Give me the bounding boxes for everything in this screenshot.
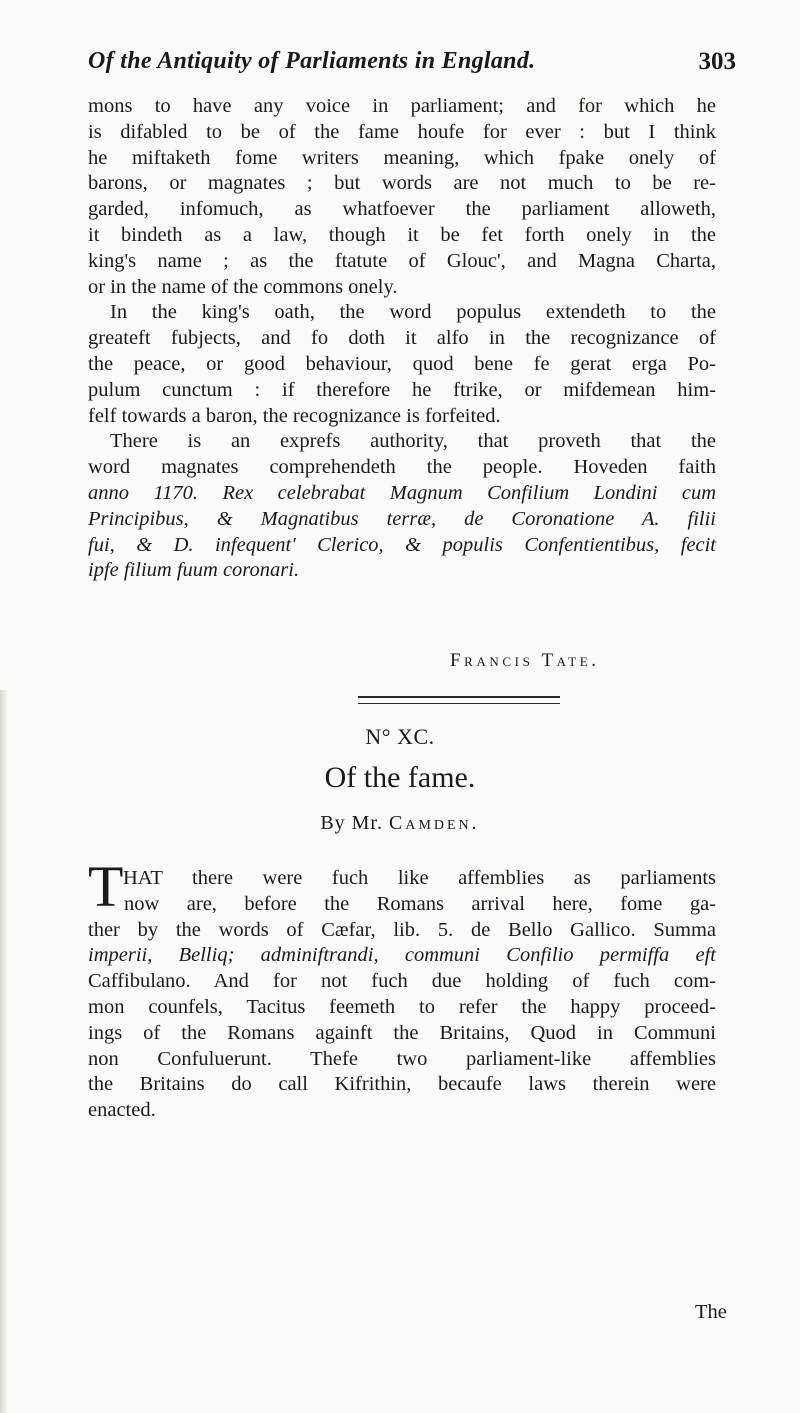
text-line: king's name ; as the ftatute of Glouc', and Magna Charta, bbox=[88, 249, 716, 272]
text-line: In the king's oath, the word populus extendeth to the bbox=[110, 301, 716, 324]
running-title: Of the Antiquity of Parliaments in England. bbox=[88, 48, 536, 74]
text-line: ipfe filium fuum coronari. bbox=[88, 559, 300, 582]
text-line: mon counfels, Tacitus feemeth to refer the happy proceed- bbox=[88, 995, 716, 1018]
text-line: felf towards a baron, the recognizance is forfeited. bbox=[88, 404, 501, 427]
section-divider bbox=[358, 696, 560, 704]
page-gutter-shadow bbox=[0, 690, 8, 1413]
text-line: greateft fubjects, and fo doth it alfo in the recognizance of bbox=[88, 327, 716, 350]
text-line: garded, infomuch, as whatfoever the parliament alloweth, bbox=[88, 198, 716, 221]
text-line: or in the name of the commons onely. bbox=[88, 275, 398, 298]
article-text bbox=[88, 866, 716, 1124]
text-line: Principibus, & Magnatibus terræ, de Coronatione A. filii bbox=[88, 507, 716, 530]
article-title: Of the fame. bbox=[324, 761, 476, 794]
drop-cap: T bbox=[88, 854, 124, 919]
article-number: N° XC. bbox=[365, 724, 435, 749]
byline-prefix: By Mr. bbox=[320, 812, 383, 834]
running-head bbox=[88, 48, 736, 88]
text-line: now are, before the Romans arrival here, fome ga- bbox=[124, 892, 716, 915]
text-line: ings of the Romans againft the Britains, Quod in Communi bbox=[88, 1021, 716, 1044]
text-line: is difabled to be of the fame houfe for ever : but I think bbox=[88, 120, 716, 143]
text-line: word magnates comprehendeth the people. Hoveden faith bbox=[88, 456, 716, 479]
catchword: The bbox=[695, 1301, 727, 1323]
text-line: anno 1170. Rex celebrabat Magnum Confilium Londini cum bbox=[88, 481, 716, 504]
text-line: fui, & D. infequent' Clerico, & populis Confentientibus, fecit bbox=[88, 533, 716, 556]
text-line: There is an exprefs authority, that proveth that the bbox=[110, 430, 716, 453]
author-signature: Francis Tate. bbox=[450, 650, 600, 671]
text-line: HAT there were fuch like affemblies as parliaments bbox=[123, 867, 716, 889]
text-line: the peace, or good behaviour, quod bene fe gerat erga Po- bbox=[88, 352, 716, 375]
text-line: non Confuluerunt. Thefe two parliament-like affemblies bbox=[88, 1047, 716, 1070]
text-line: pulum cunctum : if therefore he ftrike, or mifdemean him- bbox=[88, 378, 716, 401]
byline-author: Camden. bbox=[389, 812, 480, 834]
continued-text bbox=[88, 94, 716, 584]
text-line: it bindeth as a law, though it be fet forth onely in the bbox=[88, 223, 716, 246]
text-line: the Britains do call Kifrithin, becaufe laws therein were bbox=[88, 1073, 716, 1096]
text-line: enacted. bbox=[88, 1099, 156, 1122]
text-line: he miftaketh fome writers meaning, which fpake onely of bbox=[88, 146, 716, 169]
text-line: barons, or magnates ; but words are not much to be re- bbox=[88, 172, 716, 195]
text-line: ther by the words of Cæfar, lib. 5. de Bello Gallico. Summa bbox=[88, 918, 716, 941]
page-number: 303 bbox=[698, 48, 736, 75]
text-line: mons to have any voice in parliament; and for which he bbox=[88, 95, 716, 117]
text-line: imperii, Belliq; adminiftrandi, communi Confilio permiffa eft bbox=[88, 944, 716, 967]
byline bbox=[0, 812, 800, 835]
text-line: Caffibulano. And for not fuch due holding of fuch com- bbox=[88, 970, 716, 993]
